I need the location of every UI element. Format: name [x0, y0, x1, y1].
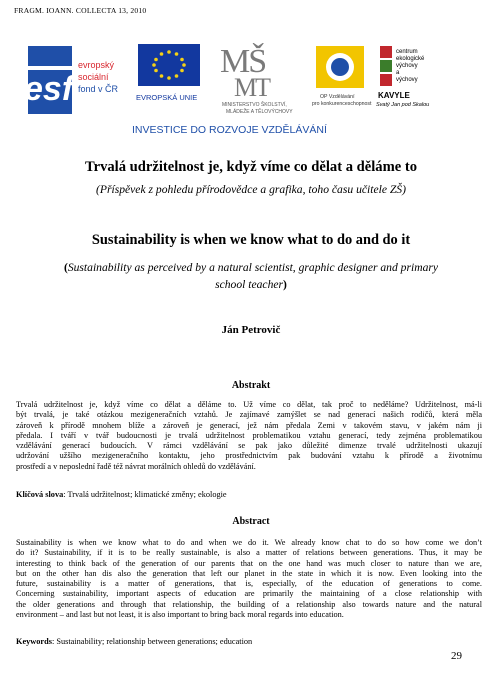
abstrakt-heading: Abstrakt: [231, 380, 271, 391]
abstract-keywords-label: Keywords: [16, 637, 52, 646]
abstract-body: [16, 538, 482, 620]
abstract-line-4: but on the other han dis also the generation that left our planet in the state in which it is now. Even looking into the: [16, 568, 482, 578]
centre-sub: Svatý Jan pod Skalou: [376, 102, 430, 108]
op-logo: [312, 46, 372, 107]
abstract-keywords-text: : Sustainability; relationship between generations; education: [51, 637, 253, 646]
svg-text:MŠ: MŠ: [220, 43, 266, 80]
svg-text:MT: MT: [234, 73, 269, 102]
abstrakt-line-1: Trvalá udržitelnost je, když víme co dělat a děláme to. Už víme co dělat, tak proč to neděláme? Udržitelnost, má-li: [16, 400, 482, 409]
msmt-text-2: MLÁDEŽE A TĚLOVÝCHOVY: [226, 109, 293, 115]
abstract-line-5: future, sustainability is a matter of generations, that is, especially, of the education of generations to come.: [16, 579, 482, 589]
abstract-line-7: the older generations and through that relationship, the building of a relationship also towards nature and the natural: [16, 599, 482, 609]
centre-text-2: ekologické: [396, 56, 425, 62]
esf-text-1: evropský: [78, 60, 115, 70]
abstract-line-3: interesting to think back of the generation of our parents that on the one hand was much closer to nature than we are,: [16, 558, 482, 568]
centre-name: KAVYLE: [378, 91, 410, 100]
abstrakt-body: [16, 400, 482, 472]
esf-text-3: fond v ČR: [78, 84, 119, 94]
esf-logo: [24, 46, 119, 114]
centre-text-4: a: [396, 70, 400, 76]
abstrakt-keywords: [16, 490, 227, 499]
subtitle-en-open: (: [63, 261, 68, 274]
page-number: 29: [451, 650, 462, 662]
investice-banner: INVESTICE DO ROZVOJE VZDĚLÁVÁNÍ: [132, 124, 327, 136]
msmt-logo: [220, 42, 293, 115]
esf-logo-letters: esf: [24, 70, 74, 108]
subtitle-en-line-1: Sustainability as perceived by a natural scientist, graphic designer and primary: [67, 261, 439, 274]
abstract-line-6: Concerning sustainability, important aspects of education are primarily the maintaining of a close relationship with: [16, 589, 482, 599]
abstrakt-line-7: prostředí a v neposlední řadě též návrat morálních ohledů do vzdělávání.: [16, 461, 256, 471]
abstrakt-line-3: zároveň k přírodě mnohem blíže a zároveň je generací, jež nám předala Zemi v takovém stavu, v jakém nám ji: [16, 420, 482, 430]
author: Ján Petrovič: [221, 324, 281, 336]
op-text-1: OP Vzdělávání: [320, 94, 355, 100]
eu-label: EVROPSKÁ UNIE: [136, 93, 198, 102]
running-head: FRAGM. IOANN. COLLECTA 13, 2010: [14, 6, 147, 15]
abstract-heading: Abstract: [232, 516, 270, 527]
title-en: Sustainability is when we know what to do and do it: [91, 232, 411, 248]
op-text-2: pro konkurenceschopnost: [312, 101, 372, 107]
logo-band: [20, 38, 482, 138]
msmt-text-1: MINISTERSTVO ŠKOLSTVÍ,: [222, 102, 287, 108]
centre-text-1: centrum: [396, 49, 418, 55]
esf-text-2: sociální: [78, 72, 109, 82]
subtitle-en: [40, 259, 462, 293]
abstract-line-2: do it? Sustainability, if it is to be really sustainable, is also a matter of relations between generations. Thus, it may be: [16, 548, 482, 558]
abstrakt-keywords-text: : Trvalá udržitelnost; klimatické změny; ekologie: [63, 490, 227, 499]
abstrakt-line-5: vzdělávání generací budoucích. V rámci vzdělávání se pak jako důležité dimenze trvalé udržitelnosti ukazují: [16, 441, 482, 451]
subtitle-en-line-2: school teacher: [215, 278, 284, 291]
abstrakt-line-6: udržování užšího mezigeneračního kontaktu, jeho prostřednictvím pak budování vztahu k přírodě a životnímu: [16, 451, 482, 461]
centre-text-5: výchovy: [396, 77, 418, 83]
logo-band-graphic: [20, 38, 482, 138]
eu-flag-logo: [136, 44, 200, 102]
abstract-line-1: Sustainability is when we know what to do and when we do it. We already know chat to do so how come we don’t: [16, 538, 482, 547]
abstrakt-line-4: předala. I tváří v tvář budoucnosti je trvalá udržitelnost problematikou vztahu generací, tedy zejména problematikou: [16, 430, 482, 440]
subtitle-cz: (Příspěvek z pohledu přírodovědce a grafika, toho času učitele ZŠ): [96, 183, 406, 196]
centre-text-3: výchovy: [396, 63, 418, 69]
title-cz: Trvalá udržitelnost je, když víme co dělat a děláme to: [84, 159, 418, 175]
abstract-line-8: environment – and last but not least, it is also important to bring back moral regards into education.: [16, 610, 344, 620]
centre-logo: [376, 46, 429, 108]
subtitle-en-close: ): [283, 278, 287, 291]
abstrakt-line-2: být trvalá, je také otázkou mezigeneračních vztahů. Je zajímavé zamýšlet se nad generací našich rodičů, která měla: [16, 410, 482, 420]
abstrakt-keywords-label: Klíčová slova: [16, 490, 64, 499]
abstract-keywords: [16, 637, 252, 646]
